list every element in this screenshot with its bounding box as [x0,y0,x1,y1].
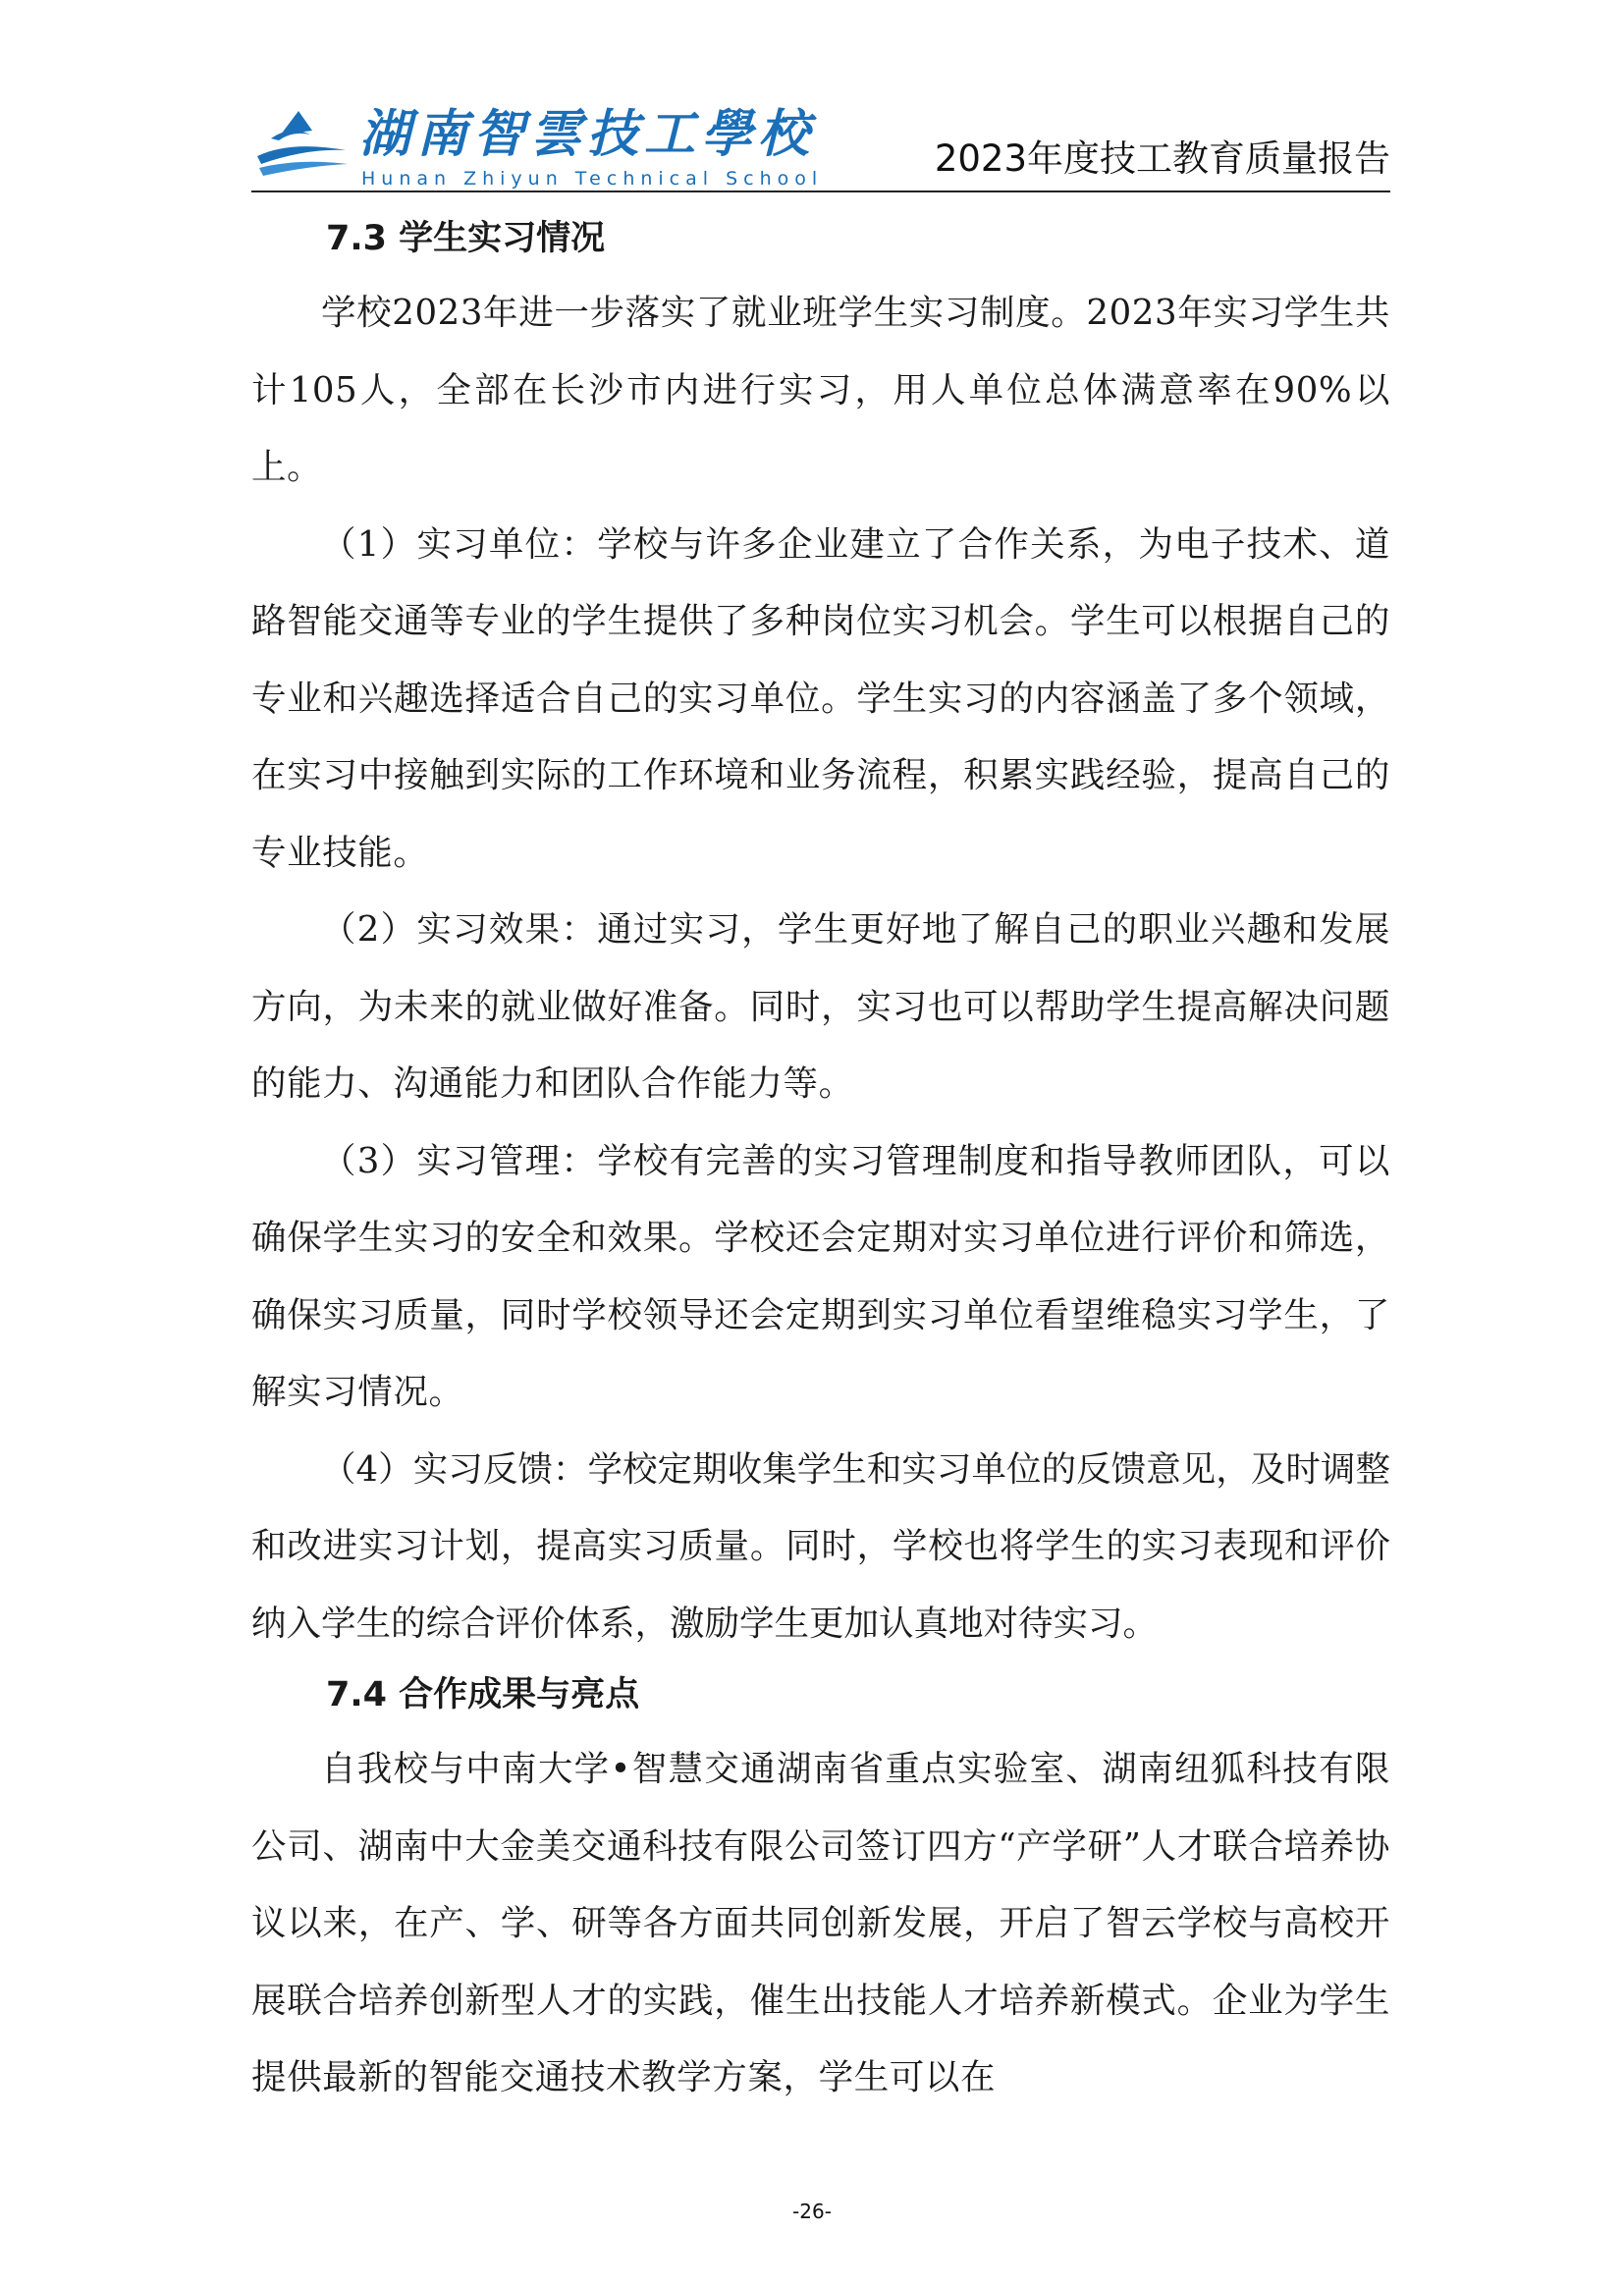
header-divider [251,190,1390,192]
page-header [251,93,1390,191]
logo-english-name: Hunan Zhiyun Technical School [361,168,824,190]
page-number: -26- [792,2200,832,2223]
section-heading-7-4: 7.4 合作成果与亮点 [326,1675,640,1714]
paragraph: 学校2023年进一步落实了就业班学生实习制度。2023年实习学生共计105人，全部在长沙市内进行实习，用人单位总体满意率在90%以上。 [251,293,1390,487]
report-title: 2023年度技工教育质量报告 [934,137,1390,180]
section-heading-7-3: 7.3 学生实习情况 [326,219,606,258]
school-logo [251,103,824,191]
paragraph: 自我校与中南大学•智慧交通湖南省重点实验室、湖南纽狐科技有限公司、湖南中大金美交通科技有限公司签订四方“产学研”人才联合培养协议以来，在产、学、研等各方面共同创新发展，开启了智云学校与高校开展联合培养创新型人才的实践，催生出技能人才培养新模式。企业为学生提供最新的智能交通技术教学方案，学生可以在 [251,1749,1390,2097]
paragraph: （1）实习单位：学校与许多企业建立了合作关系，为电子技术、道路智能交通等专业的学生提供了多种岗位实习机会。学生可以根据自己的专业和兴趣选择适合自己的实习单位。学生实习的内容涵盖了多个领域，在实习中接触到实际的工作环境和业务流程，积累实践经验，提高自己的专业技能。 [251,523,1390,873]
logo-chinese-name: 湖南智雲技工學校 [359,104,816,164]
paragraph: （4）实习反馈：学校定期收集学生和实习单位的反馈意见，及时调整和改进实习计划，提高实习质量。同时，学校也将学生的实习表现和评价纳入学生的综合评价体系，激励学生更加认真地对待实习。 [251,1448,1390,1644]
paragraph: （2）实习效果：通过实习，学生更好地了解自己的职业兴趣和发展方向，为未来的就业做好准备。同时，实习也可以帮助学生提高解决问题的能力、沟通能力和团队合作能力等。 [251,909,1390,1104]
paragraph: （3）实习管理：学校有完善的实习管理制度和指导教师团队，可以确保学生实习的安全和效果。学校还会定期对实习单位进行评价和筛选，确保实习质量，同时学校领导还会定期到实习单位看望维稳实习学生，了解实习情况。 [251,1140,1390,1412]
wave-logo-icon [251,105,350,184]
document-body [251,206,1390,2117]
